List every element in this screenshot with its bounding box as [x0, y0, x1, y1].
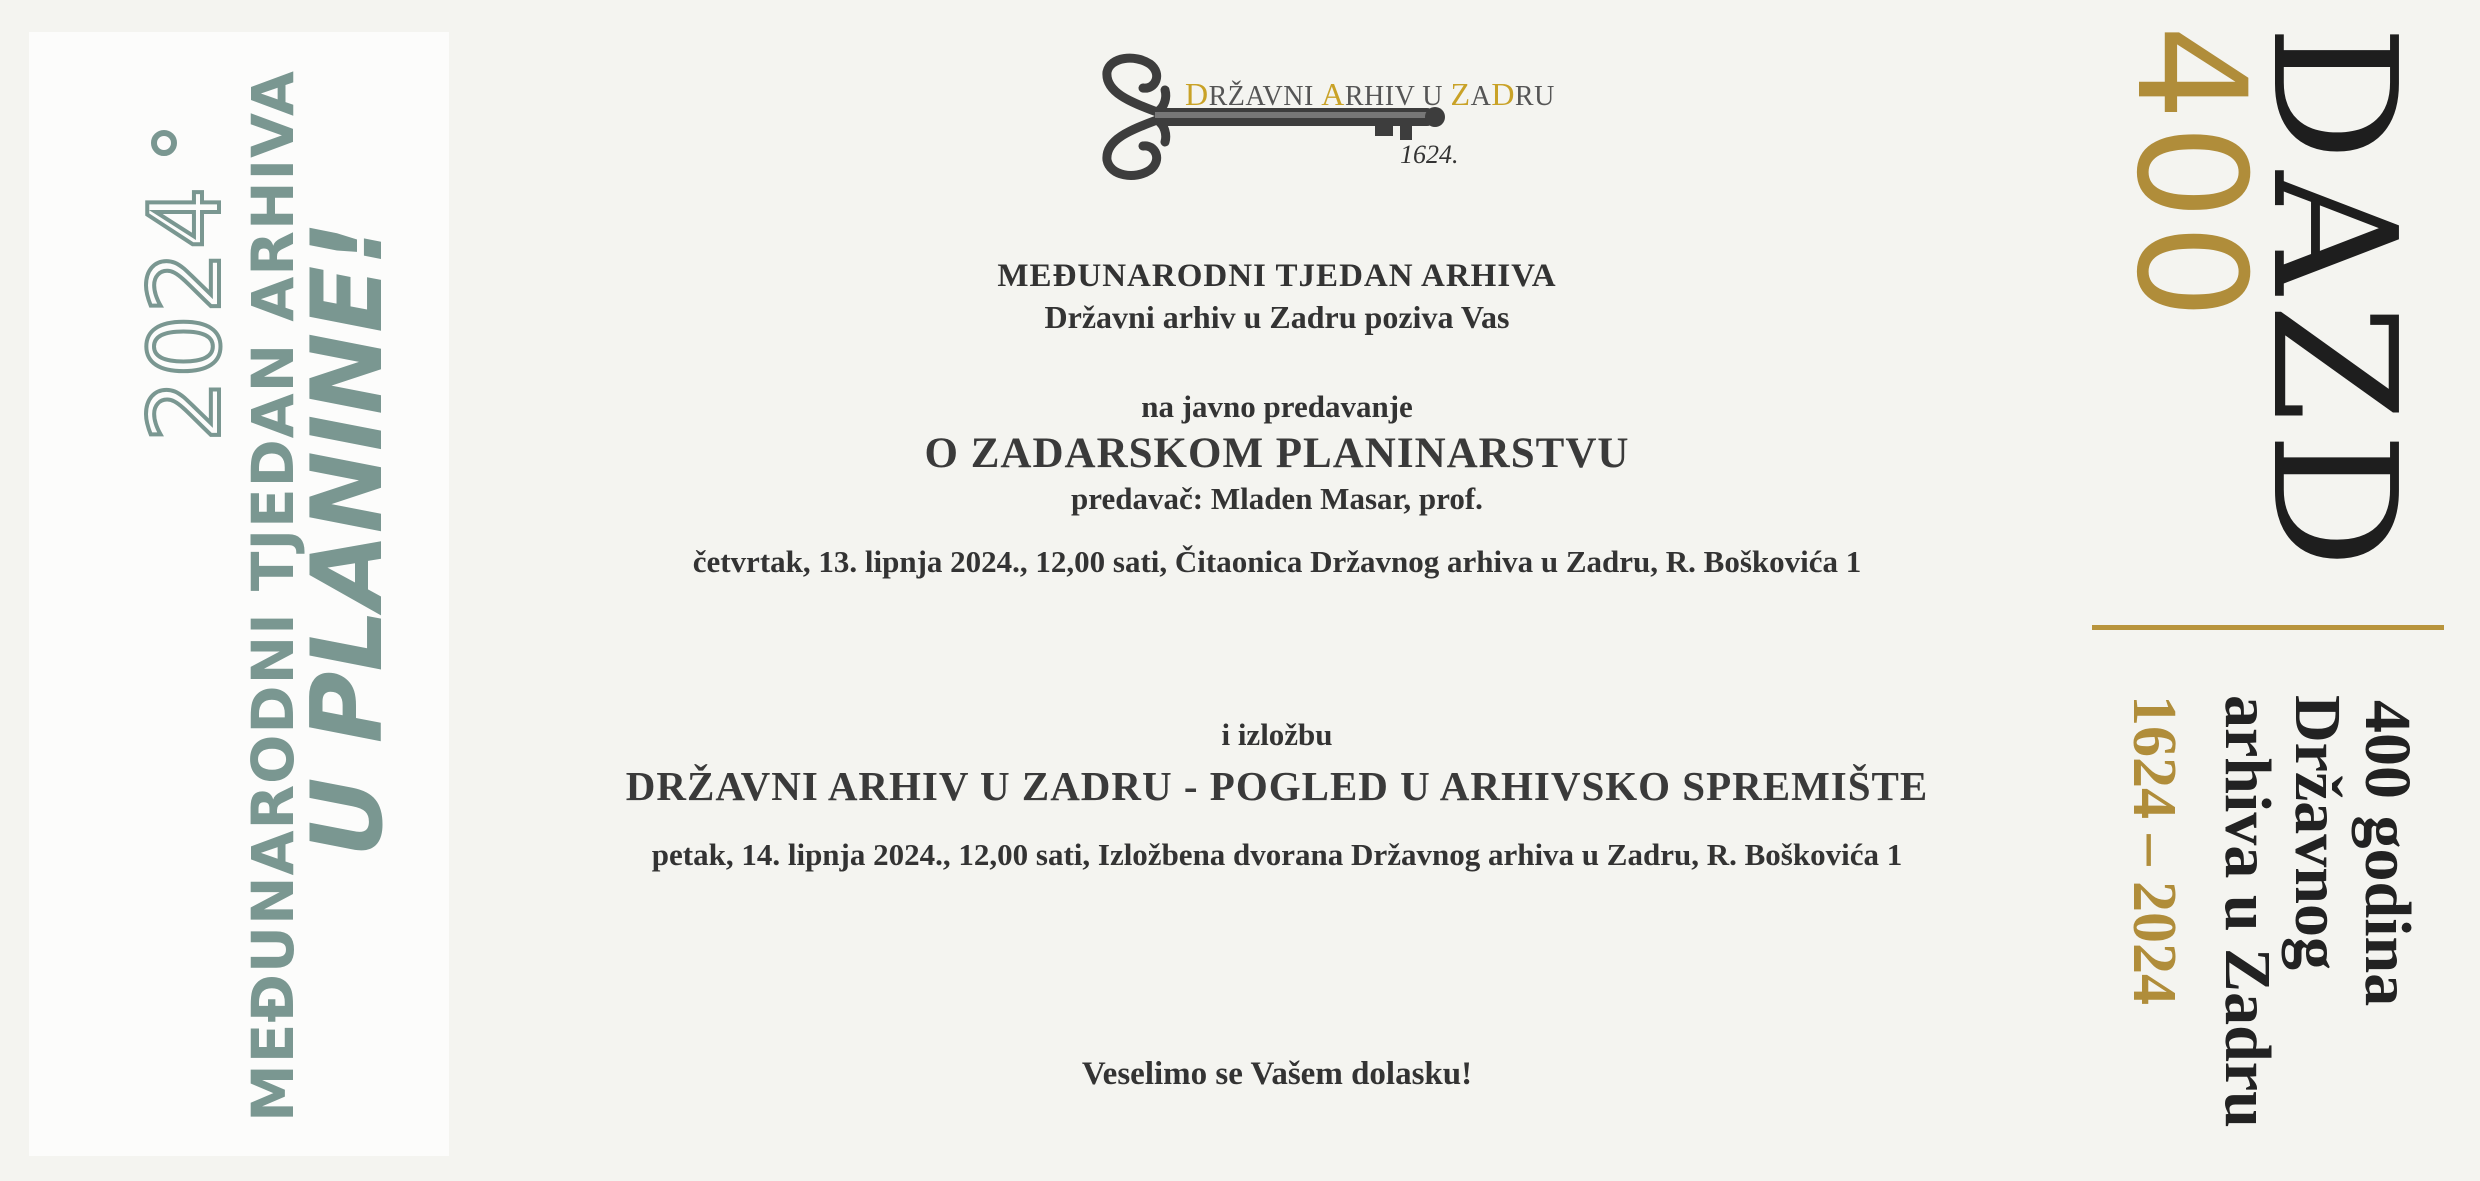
lecture-intro: na javno predavanje	[1141, 389, 1413, 424]
logo-name-part: RŽAVNI	[1208, 81, 1322, 112]
event-week-title: MEĐUNARODNI TJEDAN ARHIVA	[997, 258, 1557, 294]
left-banner	[29, 32, 449, 1156]
exhibition-title: DRŽAVNI ARHIV U ZADRU - POGLED U ARHIVSKO SPREMIŠTE	[625, 763, 1929, 809]
logo-name-part: D	[1491, 76, 1515, 112]
banner-year-dot	[151, 130, 177, 156]
archive-logo	[1095, 52, 1555, 197]
acronym-dazd: DAZD	[2234, 25, 2432, 579]
logo-name	[1185, 76, 1555, 113]
logo-name-part: RHIV U	[1344, 81, 1451, 112]
lecture-datetime-place: četvrtak, 13. lipnja 2024., 12,00 sati, Čitaonica Državnog arhiva u Zadru, R. Boškovića 1	[692, 544, 1862, 579]
key-icon	[1095, 52, 1495, 197]
anniversary-line-3: arhiva u Zadru	[2211, 695, 2284, 1128]
logo-name-part: D	[1185, 76, 1209, 112]
exhibition-datetime-place: petak, 14. lipnja 2024., 12,00 sati, Izložbena dvorana Državnog arhiva u Zadru, R. Boškovića 1	[651, 837, 1903, 872]
logo-year: 1624.	[1400, 140, 1459, 169]
anniversary-line-2: Državnog	[2281, 695, 2354, 970]
banner-week-title: MEĐUNARODNI TJEDAN ARHIVA	[239, 70, 307, 1122]
anniversary-line-1: 400 godina	[2351, 700, 2424, 1007]
logo-name-part: A	[1470, 81, 1492, 112]
logo-name-part: A	[1321, 76, 1345, 112]
anniversary-years: 1624 – 2024	[2120, 695, 2188, 1005]
gold-divider	[2092, 625, 2444, 630]
closing-line: Veselimo se Vašem dolasku!	[1081, 1056, 1473, 1092]
banner-slogan: U PLANINE!	[291, 221, 405, 857]
anniversary-number: 400	[2103, 25, 2277, 324]
lecturer: predavač: Mladen Masar, prof.	[1071, 481, 1483, 516]
logo-name-part: RU	[1514, 81, 1555, 112]
exhibition-intro: i izložbu	[1221, 717, 1333, 752]
lecture-title: O ZADARSKOM PLANINARSTVU	[924, 430, 1630, 477]
logo-name-part: Z	[1450, 76, 1471, 112]
banner-year: 2024	[129, 184, 243, 442]
invite-line: Državni arhiv u Zadru poziva Vas	[1044, 299, 1510, 335]
